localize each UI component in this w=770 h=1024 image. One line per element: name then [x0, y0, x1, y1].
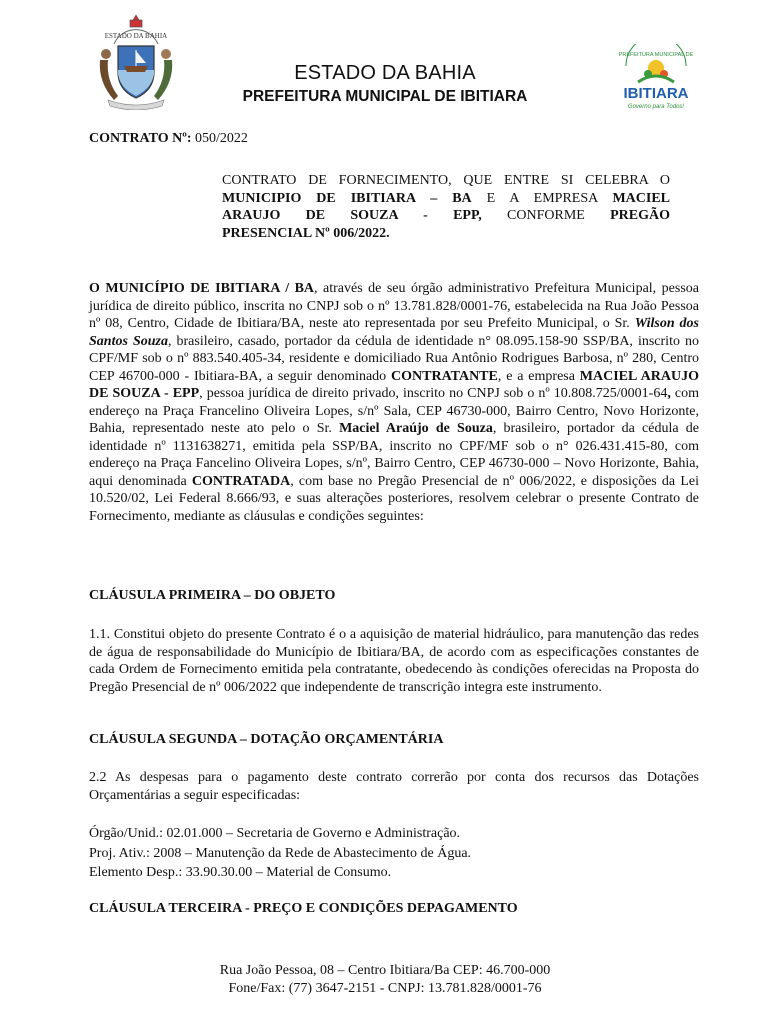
contratante-label: CONTRATANTE: [391, 368, 498, 384]
footer-address: Rua João Pessoa, 08 – Centro Ibitiara/Ba CEP: 46.700-000: [219, 963, 551, 978]
contract-number-label: CONTRATO Nº:: [89, 131, 192, 146]
clause-2-text: 2.2 As despesas para o pagamento deste contrato correrão por conta dos recursos das Dotações Orçamentárias a seguir especificadas:: [89, 770, 699, 803]
clause-1-text: 1.1. Constitui objeto do presente Contrato é o a aquisição de material hidráulico, para manutenção das redes de água de responsabilidade do Município de Ibitiara/BA, de acordo com as especificações constantes de cada Ordem de Fornecimento emitida pela contratante, obedecendo às condições oferecidas na Proposta do Pregão Presencial de nº 006/2022 que independente de transcrição integra este instrumento.: [89, 627, 699, 695]
preamble-line: [222, 172, 670, 190]
company-name: MACIEL ARAUJO DE SOUZA - EPP: [89, 368, 699, 401]
intro-text: , brasileiro, casado, portador da cédula de identidade n° 08.095.158-90 SSP/BA, inscrito no CPF/MF sob o nº 883.540.405-34, residente e domiciliado Rua Antônio Rodrigues Barbosa, nº 280, Centro CEP 46700-000 - Ibitiara-BA, a seguir denominado: [89, 333, 699, 384]
intro-paragraph: [89, 280, 699, 525]
preamble-text: CONFORME: [481, 208, 611, 223]
intro-text: , brasileiro, portador da cédula de identidade nº 1131638271, emitida pela SSP/BA, inscrito no CPF/MF sob o n° 026.431.415-80, com endereço na Praça Fancelino Oliveira Lopes, s/nº, Bairro Centro, CEP 46730-000 – Novo Horizonte, Bahia, aqui denominada: [89, 421, 699, 489]
coat-of-arms-text: ESTADO DA BAHIA: [104, 32, 168, 40]
logo-name: IBITIARA: [623, 85, 689, 102]
bahia-coat-of-arms: [88, 14, 184, 110]
intro-text: , através de seu órgão administrativo Prefeitura Municipal, pessoa jurídica de direito público, inscrita no CNPJ sob o nº 13.781.828/0001-76, estabelecida na Rua João Pessoa nº 08, Centro, Cidade de Ibitiara/BA, neste ato representada por seu Prefeito Municipal, o Sr.: [89, 281, 699, 331]
budget-items: [89, 824, 699, 883]
intro-text: , com base no Pregão Presencial de nº 006/2022, e disposições da Lei 10.520/02, Lei Federal 8.666/93, e suas alterações posteriores, resolvem celebrar o presente Contrato de Fornecimento, mediante as cláusulas e condições seguintes:: [89, 473, 699, 524]
representative-name: Maciel Araújo de Souza: [339, 421, 493, 436]
header-prefecture: PREFEITURA MUNICIPAL DE IBITIARA: [242, 88, 528, 105]
contract-preamble: [222, 172, 670, 242]
contratada-label: CONTRATADA: [191, 473, 291, 489]
intro-text: com endereço na Praça Francelino Oliveira Lopes, s/nº Sala, CEP 46730-000, Bairro Centro, Novo Horizonte, Bahia, representado neste ato pelo o Sr.: [89, 386, 699, 436]
preamble-bold: PRESENCIAL Nº 006/2022.: [222, 225, 390, 241]
preamble-bold: PREGÃO: [610, 208, 671, 223]
preamble-bold: ARAUJO DE SOUZA - EPP,: [222, 208, 482, 223]
party-municipality: O MUNICÍPIO DE IBITIARA / BA: [89, 281, 315, 296]
clause-3-heading: CLÁUSULA TERCEIRA - PREÇO E CONDIÇÕES DEPAGAMENTO: [89, 901, 518, 916]
intro-text: , pessoa jurídica de direito privado, inscrito no CNPJ sob o nº 10.808.725/0001-64: [199, 386, 668, 401]
preamble-text: E A EMPRESA: [471, 190, 613, 206]
footer-contact: Fone/Fax: (77) 3647-2151 - CNPJ: 13.781.828/0001-76: [228, 980, 542, 996]
page-footer: [150, 962, 620, 997]
clause-1-heading: CLÁUSULA PRIMEIRA – DO OBJETO: [89, 588, 336, 603]
intro-text: ,: [667, 386, 671, 401]
preamble-line: [222, 190, 670, 208]
mayor-name: Wilson dos Santos Souza: [89, 316, 699, 349]
header-state: ESTADO DA BAHIA: [294, 62, 476, 84]
preamble-text: CONTRATO DE FORNECIMENTO, QUE ENTRE SI CELEBRA O: [222, 173, 670, 188]
preamble-bold: MUNICIPIO DE IBITIARA – BA: [222, 190, 472, 206]
logo-top-text: PREFEITURA MUNICIPAL DE: [618, 52, 694, 58]
logo-tagline: Governo para Todos!: [627, 104, 685, 110]
contract-number-value: 050/2022: [191, 131, 248, 146]
clause-2-heading: CLÁUSULA SEGUNDA – DOTAÇÃO ORÇAMENTÁRIA: [89, 732, 444, 747]
intro-text: , e a empresa: [497, 368, 580, 384]
preamble-bold: MACIEL: [612, 190, 671, 206]
budget-item: Órgão/Unid.: 02.01.000 – Secretaria de Governo e Administração.: [89, 826, 461, 841]
budget-item: Elemento Desp.: 33.90.30.00 – Material de Consumo.: [89, 865, 392, 880]
contract-number: [89, 130, 248, 148]
preamble-line: [222, 207, 670, 225]
budget-item: Proj. Ativ.: 2008 – Manutenção da Rede de Abastecimento de Água.: [89, 845, 472, 861]
ibitiara-logo: [608, 44, 704, 114]
